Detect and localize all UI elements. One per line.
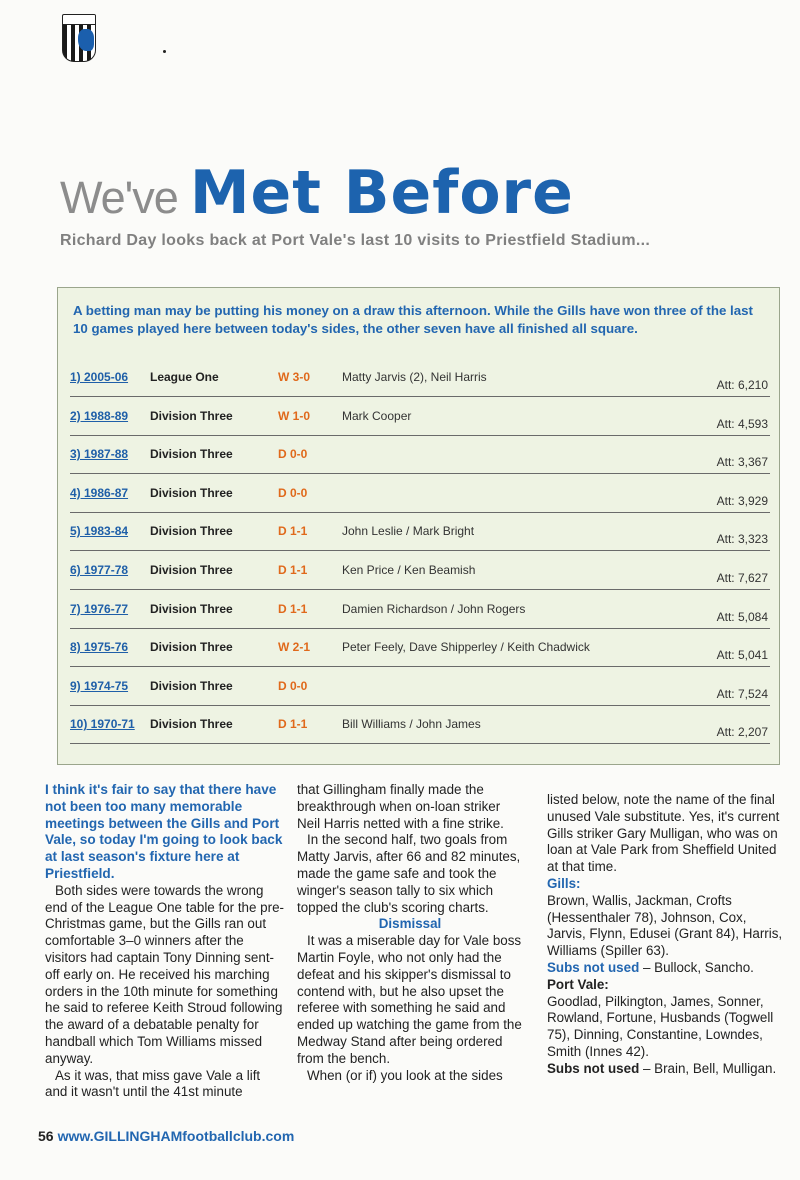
result-season: 8) 1975-76 xyxy=(70,640,129,655)
result-competition: Division Three xyxy=(150,601,233,616)
result-competition: Division Three xyxy=(150,563,233,577)
result-score: D 1-1 xyxy=(278,524,308,539)
result-row xyxy=(70,590,770,629)
footer-url[interactable]: www.GILLINGHAMfootballclub.com xyxy=(57,1128,295,1144)
result-score: D 0-0 xyxy=(278,485,308,500)
result-attendance: Att: 3,367 xyxy=(716,455,768,470)
result-score: D 1-1 xyxy=(278,601,308,616)
result-scorers: Mark Cooper xyxy=(342,408,412,423)
article-paragraph: As it was, that miss gave Vale a lift and it wasn't until the 41st minute xyxy=(45,1067,261,1100)
article-paragraph: In the second half, two goals from Matty Jarvis, after 66 and 82 minutes, made the game safe and took the winger's season tally to six which topped the club's scoring charts. xyxy=(297,832,521,915)
result-competition: Division Three xyxy=(150,447,233,462)
result-competition: Division Three xyxy=(150,408,233,423)
article-paragraph: listed below, note the name of the final unused Vale substitute. Yes, it's current Gills striker Gary Mulligan, who was on loan at Vale Park from Sheffield United at that time. xyxy=(547,792,780,875)
result-scorers: Peter Feely, Dave Shipperley / Keith Chadwick xyxy=(342,640,590,655)
result-row xyxy=(70,628,770,667)
result-competition: Division Three xyxy=(150,717,233,732)
article-paragraph: Both sides were towards the wrong end of the League One table for the pre-Christmas game, but the Gills ran out comfortable 3–0 winners after the visitors had captain Tony Dinning sent-off early on. He received his marching orders in the 10th minute for something he said to referee Keith Stroud following the award of a debatable penalty for handball which Tom Williams missed anyway. xyxy=(45,882,284,1066)
result-season: 1) 2005-06 xyxy=(70,370,129,384)
result-competition: Division Three xyxy=(150,524,233,539)
result-attendance: Att: 5,041 xyxy=(716,648,768,663)
result-row xyxy=(70,358,770,397)
panel-intro: A betting man may be putting his money on a draw this afternoon. While the Gills have won three of the last 10 games played here between today's sides, the other seven have all finished all square. xyxy=(73,303,753,336)
result-competition: Division Three xyxy=(150,640,233,655)
result-season: 5) 1983-84 xyxy=(70,524,129,539)
section-subheading: Dismissal xyxy=(378,916,442,932)
gills-subs-label: Subs not used xyxy=(547,959,640,975)
result-score: D 1-1 xyxy=(278,563,308,577)
title-main: Met Before xyxy=(189,158,574,228)
result-scorers: Damien Richardson / John Rogers xyxy=(342,601,526,616)
result-scorers: Matty Jarvis (2), Neil Harris xyxy=(342,370,487,384)
article-column-3 xyxy=(547,792,783,1078)
result-season: 3) 1987-88 xyxy=(70,447,129,462)
gills-subs-list: – Bullock, Sancho. xyxy=(639,959,754,975)
result-competition: Division Three xyxy=(150,485,233,500)
result-season: 4) 1986-87 xyxy=(70,485,129,500)
page-number: 56 xyxy=(38,1128,54,1144)
result-scorers: Ken Price / Ken Beamish xyxy=(342,563,476,577)
port-vale-subs-list: – Brain, Bell, Mulligan. xyxy=(639,1060,777,1076)
result-row xyxy=(70,474,770,513)
result-row xyxy=(70,512,770,551)
page-title xyxy=(60,158,574,228)
result-season: 2) 1988-89 xyxy=(70,408,129,423)
article-column-1 xyxy=(45,782,285,1101)
print-speck xyxy=(163,50,166,53)
result-row xyxy=(70,667,770,706)
result-attendance: Att: 7,627 xyxy=(716,571,768,585)
result-attendance: Att: 2,207 xyxy=(716,725,768,740)
result-row xyxy=(70,705,770,744)
gills-heading: Gills: xyxy=(547,875,581,891)
result-row xyxy=(70,551,770,590)
article-column-2 xyxy=(297,782,523,1084)
horse-emblem-icon xyxy=(78,29,94,51)
result-scorers: John Leslie / Mark Bright xyxy=(342,524,475,539)
page-footer xyxy=(38,1128,294,1144)
result-row xyxy=(70,397,770,436)
port-vale-lineup: Goodlad, Pilkington, James, Sonner, Rowland, Fortune, Husbands (Togwell 75), Dinning, Constantine, Lowndes, Smith (Innes 42). xyxy=(547,993,774,1059)
article-paragraph: that Gillingham finally made the breakthrough when on-loan striker Neil Harris netted with a fine strike. xyxy=(297,782,504,831)
title-prefix: We've xyxy=(60,172,178,223)
result-attendance: Att: 7,524 xyxy=(716,686,768,701)
gillingham-crest-icon xyxy=(62,14,96,62)
result-season: 10) 1970-71 xyxy=(70,717,135,732)
result-attendance: Att: 4,593 xyxy=(716,416,768,431)
article-paragraph: It was a miserable day for Vale boss Martin Foyle, who not only had the defeat and his skipper's dismissal to contend with, but he also upset the referee with something he said and ended up watching the game from the Medway Stand after being ordered from the bench. xyxy=(297,933,522,1066)
result-score: D 1-1 xyxy=(278,717,308,732)
result-score: D 0-0 xyxy=(278,678,308,693)
standfirst: Richard Day looks back at Port Vale's last 10 visits to Priestfield Stadium... xyxy=(60,232,651,249)
port-vale-subs-label: Subs not used xyxy=(547,1060,640,1076)
result-season: 7) 1976-77 xyxy=(70,601,129,616)
result-score: W 1-0 xyxy=(278,408,311,423)
result-score: W 3-0 xyxy=(278,370,311,384)
result-attendance: Att: 6,210 xyxy=(716,378,768,392)
results-panel xyxy=(57,287,780,765)
result-competition: League One xyxy=(150,370,219,384)
result-row xyxy=(70,435,770,474)
article-paragraph: When (or if) you look at the sides xyxy=(307,1067,503,1083)
article-lead: I think it's fair to say that there have not been too many memorable meetings between the Gills and Port Vale, so today I'm going to look back at last season's fixture here at Priestfield. xyxy=(45,782,283,881)
result-season: 6) 1977-78 xyxy=(70,563,129,577)
result-attendance: Att: 5,084 xyxy=(716,609,768,624)
result-attendance: Att: 3,929 xyxy=(716,493,768,508)
gills-lineup: Brown, Wallis, Jackman, Crofts (Hessenthaler 78), Johnson, Cox, Jarvis, Flynn, Edusei (Grant 84), Harris, Williams (Spiller 63). xyxy=(547,892,783,959)
result-score: W 2-1 xyxy=(278,640,311,655)
result-score: D 0-0 xyxy=(278,447,308,462)
result-scorers: Bill Williams / John James xyxy=(342,717,481,732)
result-season: 9) 1974-75 xyxy=(70,678,129,693)
crest-band xyxy=(63,15,95,25)
gills-subs xyxy=(547,960,783,977)
result-competition: Division Three xyxy=(150,678,233,693)
result-attendance: Att: 3,323 xyxy=(716,532,768,547)
port-vale-subs xyxy=(547,1061,783,1078)
port-vale-heading: Port Vale: xyxy=(547,976,609,992)
